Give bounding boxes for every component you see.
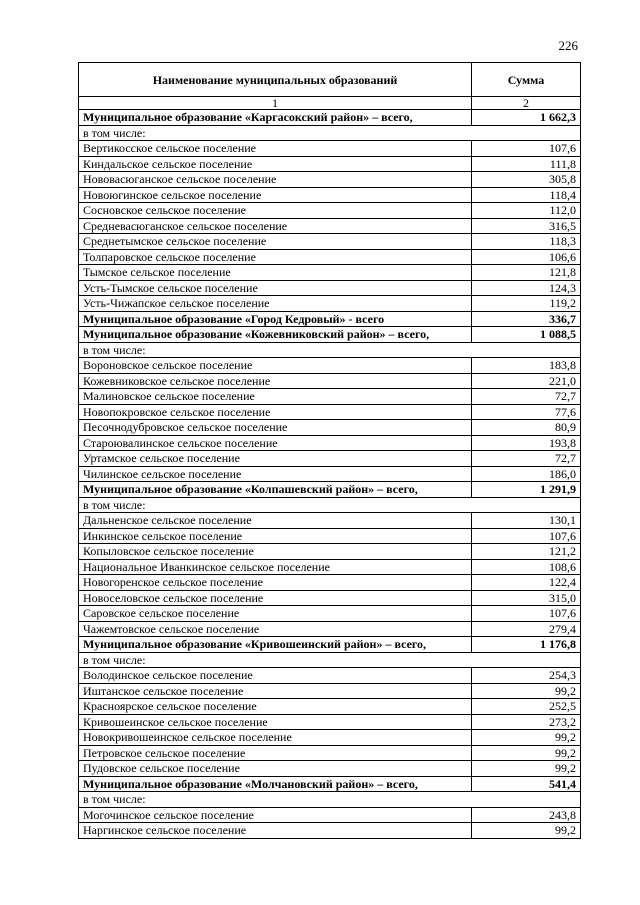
row-sum: 254,3 bbox=[472, 668, 581, 684]
table-row bbox=[79, 575, 581, 591]
row-name: Могочинское сельское поселение bbox=[79, 807, 472, 823]
table-row bbox=[79, 761, 581, 777]
row-sum: 243,8 bbox=[472, 807, 581, 823]
row-sum: 130,1 bbox=[472, 513, 581, 529]
row-name: в том числе: bbox=[79, 342, 472, 358]
row-name: Сосновское сельское поселение bbox=[79, 203, 472, 219]
table-row bbox=[79, 559, 581, 575]
table-row bbox=[79, 218, 581, 234]
row-sum bbox=[472, 342, 581, 358]
table-row bbox=[79, 373, 581, 389]
table-row bbox=[79, 358, 581, 374]
row-name: Уртамское сельское поселение bbox=[79, 451, 472, 467]
table-row bbox=[79, 590, 581, 606]
table-row-note bbox=[79, 125, 581, 141]
row-name: Национальное Иванкинское сельское поселение bbox=[79, 559, 472, 575]
table-row bbox=[79, 823, 581, 839]
table-row bbox=[79, 265, 581, 281]
column-number-row bbox=[79, 97, 581, 110]
row-name: Муниципальное образование «Каргасокский район» – всего, bbox=[79, 110, 472, 126]
row-name: Муниципальное образование «Кожевниковский район» – всего, bbox=[79, 327, 472, 343]
row-sum: 107,6 bbox=[472, 528, 581, 544]
table-row bbox=[79, 296, 581, 312]
table-row-note bbox=[79, 342, 581, 358]
table-row bbox=[79, 451, 581, 467]
row-sum: 80,9 bbox=[472, 420, 581, 436]
row-name: Вороновское сельское поселение bbox=[79, 358, 472, 374]
row-name: Муниципальное образование «Город Кедровый» - всего bbox=[79, 311, 472, 327]
table-row bbox=[79, 280, 581, 296]
table-row-note bbox=[79, 652, 581, 668]
row-name: Усть-Чижапское сельское поселение bbox=[79, 296, 472, 312]
row-sum: 273,2 bbox=[472, 714, 581, 730]
row-name: Копыловское сельское поселение bbox=[79, 544, 472, 560]
table-row-total bbox=[79, 311, 581, 327]
row-name: Дальненское сельское поселение bbox=[79, 513, 472, 529]
table-row bbox=[79, 435, 581, 451]
row-name: Новоюгинское сельское поселение bbox=[79, 187, 472, 203]
row-sum: 107,6 bbox=[472, 141, 581, 157]
table-row-total bbox=[79, 110, 581, 126]
row-name: Муниципальное образование «Кривошеинский район» – всего, bbox=[79, 637, 472, 653]
row-name: Кожевниковское сельское поселение bbox=[79, 373, 472, 389]
row-name: в том числе: bbox=[79, 792, 472, 808]
table-row bbox=[79, 621, 581, 637]
table-row-note bbox=[79, 497, 581, 513]
table-header-row bbox=[79, 63, 581, 97]
row-sum: 121,2 bbox=[472, 544, 581, 560]
table-row bbox=[79, 141, 581, 157]
table-row bbox=[79, 606, 581, 622]
column-header-sum: Сумма bbox=[472, 63, 581, 97]
row-name: Володинское сельское поселение bbox=[79, 668, 472, 684]
table-row bbox=[79, 714, 581, 730]
table-row bbox=[79, 513, 581, 529]
row-name: Новокривошеинское сельское поселение bbox=[79, 730, 472, 746]
row-sum: 107,6 bbox=[472, 606, 581, 622]
row-sum: 193,8 bbox=[472, 435, 581, 451]
row-sum: 1 176,8 bbox=[472, 637, 581, 653]
row-name: Малиновское сельское поселение bbox=[79, 389, 472, 405]
row-sum bbox=[472, 652, 581, 668]
table-row bbox=[79, 203, 581, 219]
row-sum bbox=[472, 497, 581, 513]
row-name: Новопокровское сельское поселение bbox=[79, 404, 472, 420]
row-sum: 221,0 bbox=[472, 373, 581, 389]
table-row bbox=[79, 187, 581, 203]
table-row-total bbox=[79, 482, 581, 498]
row-sum: 99,2 bbox=[472, 683, 581, 699]
row-sum: 305,8 bbox=[472, 172, 581, 188]
row-name: в том числе: bbox=[79, 497, 472, 513]
row-name: Иштанское сельское поселение bbox=[79, 683, 472, 699]
table-row-total bbox=[79, 776, 581, 792]
row-name: Среднетымское сельское поселение bbox=[79, 234, 472, 250]
row-name: Наргинское сельское поселение bbox=[79, 823, 472, 839]
row-name: Усть-Тымское сельское поселение bbox=[79, 280, 472, 296]
row-name: Толпаровское сельское поселение bbox=[79, 249, 472, 265]
table-row bbox=[79, 420, 581, 436]
row-sum: 99,2 bbox=[472, 730, 581, 746]
row-name: Нововасюганское сельское поселение bbox=[79, 172, 472, 188]
row-sum: 99,2 bbox=[472, 761, 581, 777]
column-header-name: Наименование муниципальных образований bbox=[79, 63, 472, 97]
table-row bbox=[79, 172, 581, 188]
row-name: Чажемтовское сельское поселение bbox=[79, 621, 472, 637]
row-name: Новогоренское сельское поселение bbox=[79, 575, 472, 591]
row-sum: 316,5 bbox=[472, 218, 581, 234]
row-sum: 77,6 bbox=[472, 404, 581, 420]
table-row bbox=[79, 404, 581, 420]
row-sum: 72,7 bbox=[472, 451, 581, 467]
row-sum: 111,8 bbox=[472, 156, 581, 172]
row-sum: 119,2 bbox=[472, 296, 581, 312]
table-row bbox=[79, 807, 581, 823]
row-name: в том числе: bbox=[79, 652, 472, 668]
row-name: Муниципальное образование «Молчановский район» – всего, bbox=[79, 776, 472, 792]
row-name: в том числе: bbox=[79, 125, 472, 141]
table-row-note bbox=[79, 792, 581, 808]
row-sum: 1 088,5 bbox=[472, 327, 581, 343]
page-number: 226 bbox=[558, 38, 578, 53]
row-sum: 118,3 bbox=[472, 234, 581, 250]
column-number-name: 1 bbox=[79, 97, 472, 110]
row-sum: 122,4 bbox=[472, 575, 581, 591]
row-name: Киндальское сельское поселение bbox=[79, 156, 472, 172]
row-sum: 186,0 bbox=[472, 466, 581, 482]
table-row bbox=[79, 234, 581, 250]
row-sum: 1 291,9 bbox=[472, 482, 581, 498]
row-name: Песочнодубровское сельское поселение bbox=[79, 420, 472, 436]
row-name: Тымское сельское поселение bbox=[79, 265, 472, 281]
row-sum: 99,2 bbox=[472, 823, 581, 839]
row-sum: 112,0 bbox=[472, 203, 581, 219]
row-name: Пудовское сельское поселение bbox=[79, 761, 472, 777]
row-sum: 541,4 bbox=[472, 776, 581, 792]
row-sum bbox=[472, 792, 581, 808]
row-sum: 315,0 bbox=[472, 590, 581, 606]
row-name: Новоселовское сельское поселение bbox=[79, 590, 472, 606]
row-sum bbox=[472, 125, 581, 141]
row-sum: 183,8 bbox=[472, 358, 581, 374]
row-sum: 72,7 bbox=[472, 389, 581, 405]
row-name: Вертикосское сельское поселение bbox=[79, 141, 472, 157]
row-name: Петровское сельское поселение bbox=[79, 745, 472, 761]
row-sum: 252,5 bbox=[472, 699, 581, 715]
row-name: Староювалинское сельское поселение bbox=[79, 435, 472, 451]
table-row bbox=[79, 683, 581, 699]
table-row bbox=[79, 730, 581, 746]
table-row bbox=[79, 249, 581, 265]
budget-table bbox=[78, 62, 581, 839]
table-row bbox=[79, 528, 581, 544]
table-row bbox=[79, 544, 581, 560]
row-sum: 99,2 bbox=[472, 745, 581, 761]
row-sum: 118,4 bbox=[472, 187, 581, 203]
row-sum: 108,6 bbox=[472, 559, 581, 575]
row-name: Чилинское сельское поселение bbox=[79, 466, 472, 482]
row-sum: 1 662,3 bbox=[472, 110, 581, 126]
row-sum: 106,6 bbox=[472, 249, 581, 265]
row-name: Средневасюганское сельское поселение bbox=[79, 218, 472, 234]
table-row bbox=[79, 699, 581, 715]
table-row bbox=[79, 156, 581, 172]
row-sum: 124,3 bbox=[472, 280, 581, 296]
table-row-total bbox=[79, 327, 581, 343]
row-name: Саровское сельское поселение bbox=[79, 606, 472, 622]
row-name: Муниципальное образование «Колпашевский район» – всего, bbox=[79, 482, 472, 498]
table-row bbox=[79, 466, 581, 482]
table-row bbox=[79, 745, 581, 761]
table-row-total bbox=[79, 637, 581, 653]
column-number-sum: 2 bbox=[472, 97, 581, 110]
row-name: Красноярское сельское поселение bbox=[79, 699, 472, 715]
table-row bbox=[79, 389, 581, 405]
table-row bbox=[79, 668, 581, 684]
row-sum: 121,8 bbox=[472, 265, 581, 281]
row-name: Инкинское сельское поселение bbox=[79, 528, 472, 544]
row-sum: 279,4 bbox=[472, 621, 581, 637]
row-name: Кривошеинское сельское поселение bbox=[79, 714, 472, 730]
row-sum: 336,7 bbox=[472, 311, 581, 327]
